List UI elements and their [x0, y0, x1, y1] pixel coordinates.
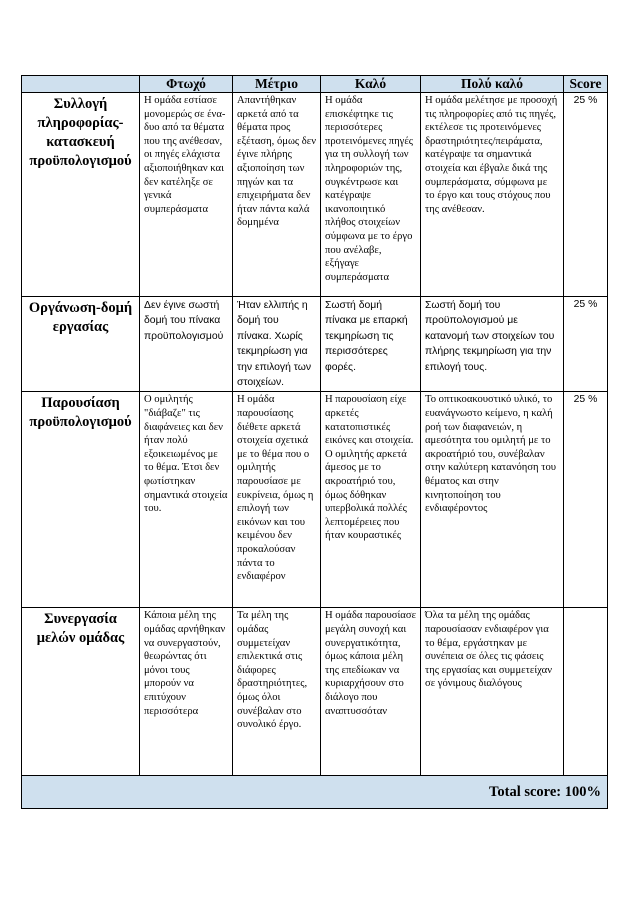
cell-very-good: Όλα τα μέλη της ομάδας παρουσίασαν ενδιαφέρον για το θέμα, εργάστηκαν με συνέπεια σε όλες τις φάσεις της εργασίας και συμμετείχαν σε γόνιμους διαλόγους [421, 608, 564, 776]
criterion-label: Συνεργασία μελών ομάδας [22, 608, 140, 776]
cell-poor: Κάποια μέλη της ομάδας αρνήθηκαν να συνεργαστούν, θεωρώντας ότι μόνοι τους μπορούν να επιτύχουν περισσότερα [140, 608, 233, 776]
header-row [22, 76, 608, 93]
cell-score: 25 % [564, 93, 608, 297]
criterion-label: Παρουσίαση προϋπολογισμού [22, 392, 140, 608]
cell-good: Η παρουσίαση είχε αρκετές κατατοπιστικές εικόνες και στοιχεία. Ο ομιλητής αρκετά άμεσος με το ακροατήριό του, όμως δόθηκαν υπερβολικά πολλές λεπτομέρειες που ήταν κουραστικές [321, 392, 421, 608]
cell-average: Ήταν ελλιπής η δομή του πίνακα. Χωρίς τεκμηρίωση για την επιλογή των στοιχείων. [233, 297, 321, 392]
total-score: Total score: 100% [22, 776, 608, 809]
cell-score: 25 % [564, 392, 608, 608]
header-average: Μέτριο [233, 76, 321, 93]
cell-average: Τα μέλη της ομάδας συμμετείχαν επιλεκτικά στις διάφορες δραστηριότητες, όμως όλοι συνέβαλαν στο συνολικό έργο. [233, 608, 321, 776]
cell-poor: Η ομάδα εστίασε μονομερώς σε ένα-δυο από τα θέματα που της ανέθεσαν, οι πηγές ελάχιστα αξιοποιήθηκαν και δεν κατέληξε σε γενικά συμπεράσματα [140, 93, 233, 297]
cell-score [564, 608, 608, 776]
header-good: Καλό [321, 76, 421, 93]
cell-very-good: Το οπτικοακουστικό υλικό, το ευανάγνωστο κείμενο, η καλή ροή των διαφανειών, η αμεσότητα του ομιλητή με το ακροατήριό του, συνέβαλαν στην καλύτερη κατανόηση του θέματος και στην κινητοποίηση του ενδιαφέροντος [421, 392, 564, 608]
cell-average: Η ομάδα παρουσίασης διέθετε αρκετά στοιχεία σχετικά με το θέμα που ο ομιλητής παρουσίασε με ευκρίνεια, όμως η επιλογή των εικόνων και του κειμένου δεν προκαλούσαν πάντα το ενδιαφέρον [233, 392, 321, 608]
cell-good: Σωστή δομή πίνακα με επαρκή τεκμηρίωση τις περισσότερες φορές. [321, 297, 421, 392]
cell-poor: Δεν έγινε σωστή δομή του πίνακα προϋπολογισμού [140, 297, 233, 392]
cell-good: Η ομάδα παρουσίασε μεγάλη συνοχή και συνεργατικότητα, όμως κάποια μέλη της επεδίωκαν να κυριαρχήσουν στο διάλογο που αναπτυσσόταν [321, 608, 421, 776]
header-very-good: Πολύ καλό [421, 76, 564, 93]
criterion-label: Συλλογή πληροφορίας-κατασκευή προϋπολογισμού [22, 93, 140, 297]
row-presentation [22, 392, 608, 608]
cell-very-good: Η ομάδα μελέτησε με προσοχή τις πληροφορίες από τις πηγές, εκτέλεσε τις προτεινόμενες δραστηριότητες/πειράματα, κατέγραψε τα σημαντικά στοιχεία και έβγαλε δικά της συμπεράσματα, σύμφωνα με το έργο και τους στόχους που της ανέθεσαν. [421, 93, 564, 297]
cell-good: Η ομάδα επισκέφτηκε τις περισσότερες προτεινόμενες πηγές για τη συλλογή των πληροφοριών της, συγκέντρωσε και κατέγραψε ικανοποιητικό πλήθος στοιχείων σύμφωνα με το έργο που ανέλαβε, εξήγαγε συμπεράσματα [321, 93, 421, 297]
total-row [22, 776, 608, 809]
cell-average: Απαντήθηκαν αρκετά από τα θέματα προς εξέταση, όμως δεν έγινε πλήρης αξιοποίηση των πηγών και τα επιχειρήματα δεν ήταν πάντα καλά δομημένα [233, 93, 321, 297]
criterion-label: Οργάνωση-δομή εργασίας [22, 297, 140, 392]
cell-score: 25 % [564, 297, 608, 392]
cell-poor: Ο ομιλητής "διάβαζε" τις διαφάνειες και δεν ήταν πολύ εξοικειωμένος με το θέμα. Έτσι δεν φωτίστηκαν σημαντικά στοιχεία του. [140, 392, 233, 608]
cell-very-good: Σωστή δομή του προϋπολογισμού με κατανομή των στοιχείων του πλήρης τεκμηρίωση για την επιλογή τους. [421, 297, 564, 392]
row-team-collaboration [22, 608, 608, 776]
header-poor: Φτωχό [140, 76, 233, 93]
header-score: Score [564, 76, 608, 93]
header-corner [22, 76, 140, 93]
row-information-gathering [22, 93, 608, 297]
row-organization [22, 297, 608, 392]
assessment-rubric-table [21, 75, 608, 809]
